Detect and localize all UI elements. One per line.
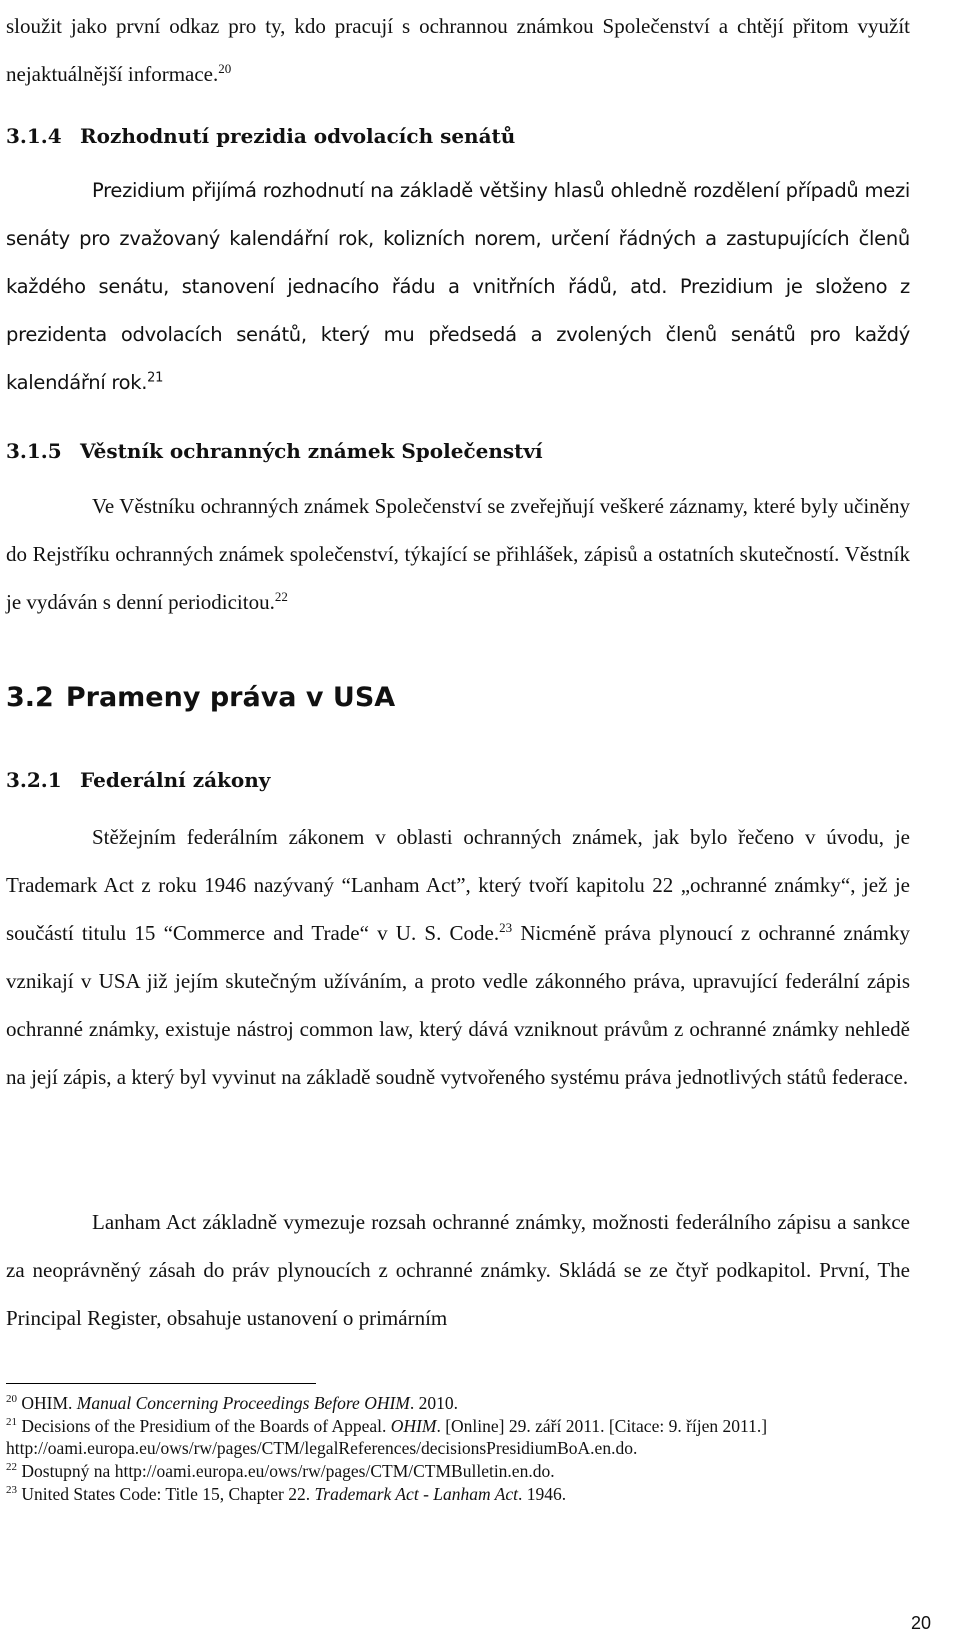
footnote-20: $^{20}$ OHIM. Manual Concerning Proceedings Before OHIM. 2010. — [6, 1393, 458, 1413]
footnote-22: $^{22}$ Dostupný na http://oami.europa.eu/ows/rw/pages/CTM/CTMBulletin.en.do. — [6, 1461, 555, 1481]
footnote-ref[interactable]: 23 — [499, 920, 513, 935]
section-3-2-1-paragraph-2: Lanham Act základně vymezuje rozsah ochranné známky, možnosti federálního zápisu a sankce za neoprávněný zásah do práv plynoucích z ochranné známky. Skládá se ze čtyř podkapitol. První, The Principal Register, obsahuje ustanovení o primárním — [6, 1210, 910, 1330]
footnote-ref[interactable]: 20 — [218, 61, 232, 76]
footnotes — [6, 1392, 910, 1506]
footnote-21: $^{21}$ Decisions of the Presidium of the Boards of Appeal. OHIM. [Online] 29. září 2011. [Citace: 9. říjen 2011.] http://oami.europa.eu/ows/rw/pages/CTM/legalReferences/decisionsPresidiumBoA.en.do. — [6, 1416, 768, 1458]
section-3-1-5-paragraph: Ve Věstníku ochranných známek Společenství se zveřejňují veškeré záznamy, které byly učiněny do Rejstříku ochranných známek společenství, týkající se přihlášek, zápisů a ostatních skutečností. Věstník je vydáván s denní periodicitou.$^{22}$ — [6, 494, 910, 614]
section-3-1-4-paragraph: Prezidium přijímá rozhodnutí na základě většiny hlasů ohledně rozdělení případů mezi senáty pro zvažovaný kalendářní rok, kolizních norem, určení řádných a zastupujících členů každého senátu, stanovení jednacího řádu a vnitřních řádů, atd. Prezidium je složeno z prezidenta odvolacích senátů, který mu předsedá a zvolených členů senátů pro každý kalendářní rok.$^{21}$ — [6, 179, 910, 394]
section-heading-3-1-5: 3.1.5 Věstník ochranných známek Společenství — [6, 439, 543, 463]
section-heading-3-2-1: 3.2.1 Federální zákony — [6, 768, 271, 792]
footnote-23: $^{23}$ United States Code: Title 15, Chapter 22. Trademark Act - Lanham Act. 1946. — [6, 1484, 567, 1504]
footnote-separator — [6, 1383, 316, 1384]
intro-paragraph: sloužit jako první odkaz pro ty, kdo pracují s ochrannou známkou Společenství a chtějí přitom využít nejaktuálnější informace.$^{20}$ — [6, 14, 910, 86]
page-number: 20 — [910, 1613, 931, 1633]
section-heading-3-2: 3.2 Prameny práva v USA — [6, 682, 396, 713]
section-heading-3-1-4: 3.1.4 Rozhodnutí prezidia odvolacích senátů — [6, 124, 516, 148]
section-3-2-1-paragraph-1: Stěžejním federálním zákonem v oblasti ochranných známek, jak bylo řečeno v úvodu, je Trademark Act z roku 1946 nazývaný “Lanham Act”, který tvoří kapitolu 22 „ochranné známky“, jež je součástí titulu 15 “Commerce and Trade“ v U. S. Code.$^{23}$ Nicméně práva plynoucí z ochranné známky vznikají v USA již jejím skutečným užíváním, a proto vedle zákonného práva, upravující federální zápis ochranné známky, existuje nástroj common law, který dává vzniknout právům z ochranné známky nehledě na její zápis, a který byl vyvinut na základě soudně vytvořeného systému práva jednotlivých států federace. — [6, 825, 910, 1089]
footnote-ref[interactable]: 22 — [274, 589, 288, 604]
footnote-ref[interactable]: 21 — [147, 370, 164, 386]
